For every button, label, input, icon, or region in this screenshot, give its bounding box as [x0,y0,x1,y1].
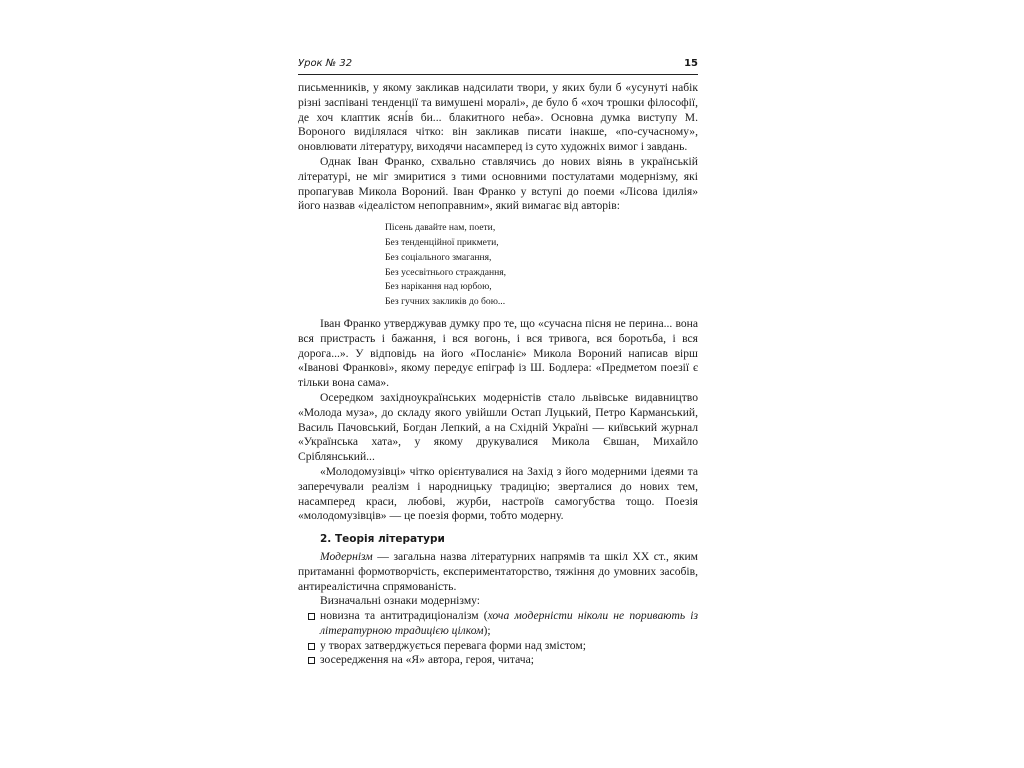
list-item: у творах затверджується перевага форми над змістом; [298,639,698,654]
poem-line: Без усесвітнього страждання, [385,266,507,278]
features-intro: Визначальні ознаки модернізму: [320,594,481,608]
section-heading: 2. Теорія літератури [320,533,445,546]
poem-line: Без гучних закликів до бою... [385,296,506,308]
poem-line: Без тенденційної прикмети, [385,236,499,248]
square-bullet-icon [308,657,315,664]
paragraph: «Молодомузівці» чітко орієнтувалися на Захід з його модерними ідеями та заперечували реалізм і народницьку традицію; зверталися до нових тем, насамперед краси, любові, журби, настроїв самогубства тощо. Поезія «молодомузівців» — це поезія форми, тобто модерну. [298,464,698,523]
list-item: зосередження на «Я» автора, героя, читача; [298,653,698,668]
poem-quote [385,221,698,310]
poem-line: Без соціального змагання, [385,251,492,263]
definition-text: — загальна назва літературних напрямів та шкіл XX ст., яким притаманні формотворчість, експериментаторство, тяжіння до умовних засобів, антиреалістична спрямованість. [298,549,698,593]
poem-line: Пісень давайте нам, поети, [385,222,496,234]
lesson-title: Урок № 32 [298,58,353,69]
paragraph: Осередком західноукраїнських модерністів стало львівське видавництво «Молода муза», до складу якого увійшли Остап Луцький, Петро Карманський, Василь Пачовський, Богдан Лепкий, а на Східній Україні — київський журнал «Українська хата», у якому друкувалися Микола Євшан, Михайло Сріблянський... [298,390,698,464]
square-bullet-icon [308,613,315,620]
page-header [298,56,698,75]
definition-paragraph [298,550,698,594]
square-bullet-icon [308,643,315,650]
paragraph: Однак Іван Франко, схвально ставлячись до нових віянь в українській літературі, не міг змиритися з тими основними постулатами модернізму, які пропагував Микола Вороний. Іван Франко у вступі до поеми «Лісова ідилія» його назвав «ідеалістом непоправним», який вимагає від авторів: [298,154,698,213]
book-page [298,56,698,756]
features-list [298,609,698,668]
poem-line: Без нарікання над юрбою, [385,281,492,293]
page-number: 15 [684,58,698,69]
paragraph: письменників, у якому закликав надсилати твори, у яких були б «усунуті набік різні заспівані тенденції та вимушені моралі», де було б «хоч трошки філософії, де хоч клаптик ясні́в би... блакитного неба». Основна думка виступу М. Вороного виділялася чітко: він закликав писати інакше, «по-сучасному», оновлювати літературу, виходячи насамперед із суто художніх вимог і завдань. [298,81,698,154]
paragraph: Іван Франко утверджував думку про те, що «сучасна пісня не перина... вона вся пристрасть і бажання, і вся вогонь, і вся тривога, вся боротьба, і вся дорога...». У відповідь на його «Посланіє» Микола Вороний написав вірш «Іванові Франкові», якому передує епіграф із Ш. Бодлера: «Предметом поезії є тільки вона сама». [298,316,698,390]
term: Модернізм [320,549,373,563]
list-item: новизна та антитрадиціоналізм (хоча модерністи ніколи не поривають із літературною традицією цілком); [298,609,698,639]
page-content [298,81,698,668]
